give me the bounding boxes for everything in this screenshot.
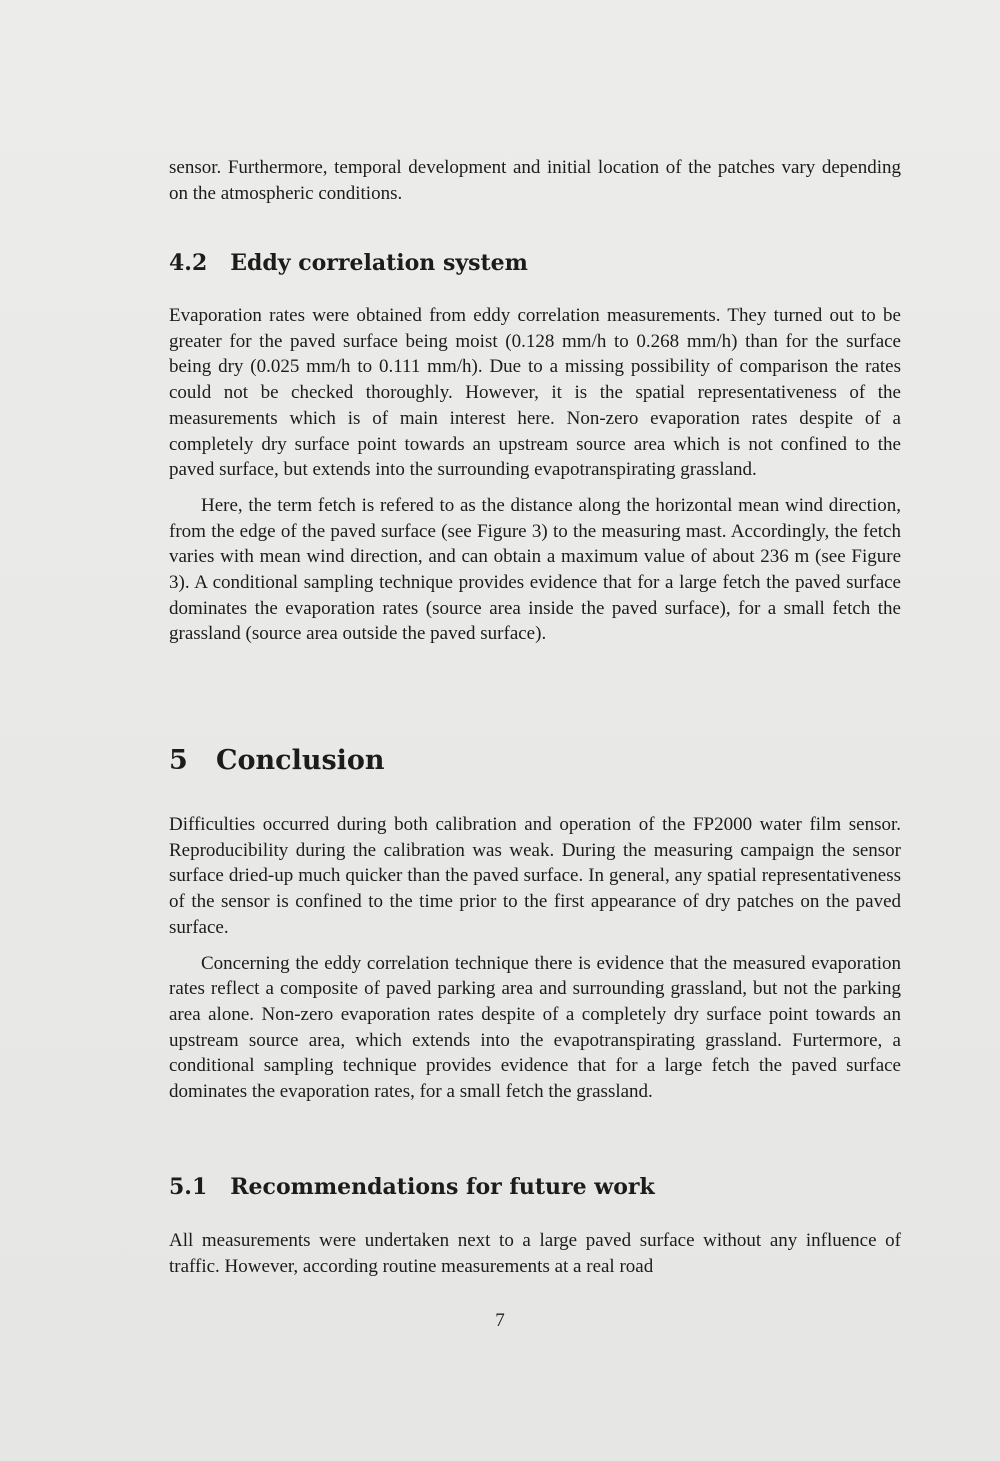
- section-5-1-title: Recommendations for future work: [230, 1174, 655, 1200]
- section-5-1-paragraph-1: All measurements were undertaken next to a large paved surface without any influence of traffic. However, according routine measurements at a real road: [169, 1230, 901, 1277]
- section-5-1-body: [169, 1228, 901, 1279]
- intro-paragraph-block: [169, 155, 901, 206]
- section-5-1-heading: [169, 1174, 655, 1200]
- section-4-2-number: 4.2: [169, 250, 208, 276]
- section-5-body: [169, 812, 901, 1105]
- section-5-number: 5: [169, 745, 188, 776]
- section-5-heading: [169, 745, 385, 776]
- section-4-2-paragraph-1: Evaporation rates were obtained from eddy correlation measurements. They turned out to be greater for the paved surface being moist (0.128 mm/h to 0.268 mm/h) than for the surface being dry (0.025 mm/h to 0.111 mm/h). Due to a missing possibility of comparison the rates could not be checked thoroughly. However, it is the spatial representativeness of the measurements which is of main interest here. Non-zero evaporation rates despite of a completely dry surface point towards an upstream source area which is not confined to the paved surface, but extends into the surrounding evapotranspirating grassland.: [169, 305, 901, 481]
- section-4-2-paragraph-2: Here, the term fetch is refered to as the distance along the horizontal mean wind direction, from the edge of the paved surface (see Figure 3) to the measuring mast. Accordingly, the fetch varies with mean wind direction, and can obtain a maximum value of about 236 m (see Figure 3). A conditional sampling technique provides evidence that for a large fetch the paved surface dominates the evaporation rates (source area inside the paved surface), for a small fetch the grassland (source area outside the paved surface).: [169, 494, 901, 645]
- section-5-paragraph-2: Concerning the eddy correlation technique there is evidence that the measured evaporation rates reflect a composite of paved parking area and surrounding grassland, but not the parking area alone. Non-zero evaporation rates despite of a completely dry surface point towards an upstream source area, which extends into the evapotranspirating grassland. Furtermore, a conditional sampling technique provides evidence that for a large fetch the paved surface dominates the evaporation rates, for a small fetch the grassland.: [169, 952, 901, 1103]
- section-5-1-number: 5.1: [169, 1174, 208, 1200]
- section-5-paragraph-1: Difficulties occurred during both calibration and operation of the FP2000 water film sensor. Reproducibility during the calibration was weak. During the measuring campaign the sensor surface dried-up much quicker than the paved surface. In general, any spatial representativeness of the sensor is confined to the time prior to the first appearance of dry patches on the paved surface.: [169, 814, 901, 938]
- page-number: 7: [495, 1310, 505, 1331]
- section-5-title: Conclusion: [216, 745, 385, 776]
- section-4-2-body: [169, 303, 901, 647]
- intro-paragraph: sensor. Furthermore, temporal development and initial location of the patches vary depending on the atmospheric conditions.: [169, 157, 901, 204]
- section-4-2-title: Eddy correlation system: [230, 250, 528, 276]
- section-4-2-heading: [169, 250, 528, 276]
